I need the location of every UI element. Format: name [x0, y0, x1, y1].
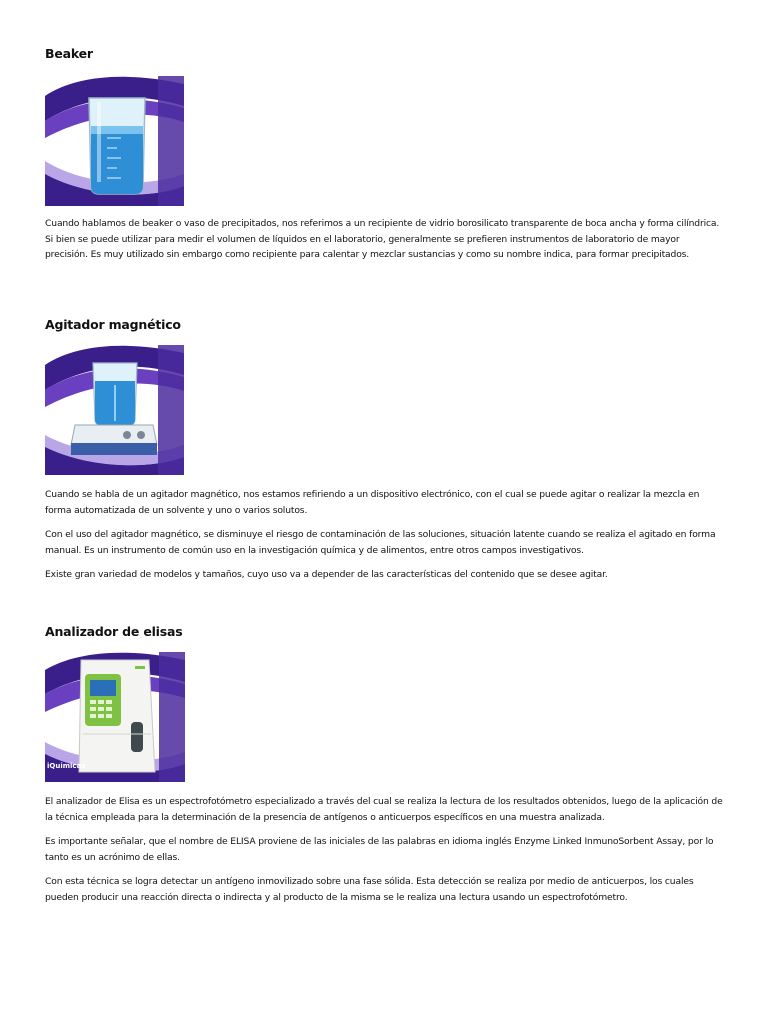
- paragraph: Existe gran variedad de modelos y tamaños, cuyo uso va a depender de las características del contenido que se desee agitar.: [45, 569, 608, 580]
- agitador-image: [45, 345, 184, 475]
- paragraph: El analizador de Elisa es un espectrofotómetro especializado a través del cual se realiza la lectura de los resultados obtenidos, luego de la aplicación de la técnica empleada para la determinación de la presencia de antígenos o anticuerpos específicos en una muestra analizada.: [45, 796, 723, 823]
- paragraph: Cuando se habla de un agitador magnético, nos estamos refiriendo a un dispositivo electrónico, con el cual se puede agitar o realizar la mezcla en forma automatizada de un solvente y uno o varios solutos.: [45, 489, 700, 516]
- section-title: Beaker: [45, 46, 93, 61]
- paragraph: Es importante señalar, que el nombre de ELISA proviene de las iniciales de las palabras en idioma inglés Enzyme Linked InmunoSorbent Assay, por lo tanto es un acrónimo de ellas.: [45, 836, 714, 863]
- section-analizador: [45, 624, 725, 924]
- section-agitador: [45, 317, 725, 597]
- section-title: Agitador magnético: [45, 317, 181, 332]
- paragraph: Con esta técnica se logra detectar un antígeno inmovilizado sobre una fase sólida. Esta detección se realiza por medio de anticuerpos, los cuales pueden producir una reacción directa o indirecta y al producto de la misma se le realiza una lectura usando un espectrofotómetro.: [45, 876, 694, 903]
- section-beaker: [45, 46, 725, 286]
- paragraph: Con el uso del agitador magnético, se disminuye el riesgo de contaminación de las soluciones, situación latente cuando se realiza el agitado en forma manual. Es un instrumento de común uso en la investigación química y de alimentos, entre otros campos investigativos.: [45, 529, 716, 556]
- beaker-image: [45, 76, 184, 206]
- section-title: Analizador de elisas: [45, 624, 183, 639]
- paragraph: Cuando hablamos de beaker o vaso de precipitados, nos referimos a un recipiente de vidrio borosilicato transparente de boca ancha y forma cilíndrica. Si bien se puede utilizar para medir el volumen de líquidos en el laboratorio, generalmente se prefieren instrumentos de laboratorio de mayor precisión. Es muy utilizado sin embargo como recipiente para calentar y mezclar sustancias y como su nombre indica, para formar precipitados.: [45, 218, 720, 260]
- analizador-image: [45, 652, 185, 782]
- logo-text: iQuimicas: [47, 762, 86, 770]
